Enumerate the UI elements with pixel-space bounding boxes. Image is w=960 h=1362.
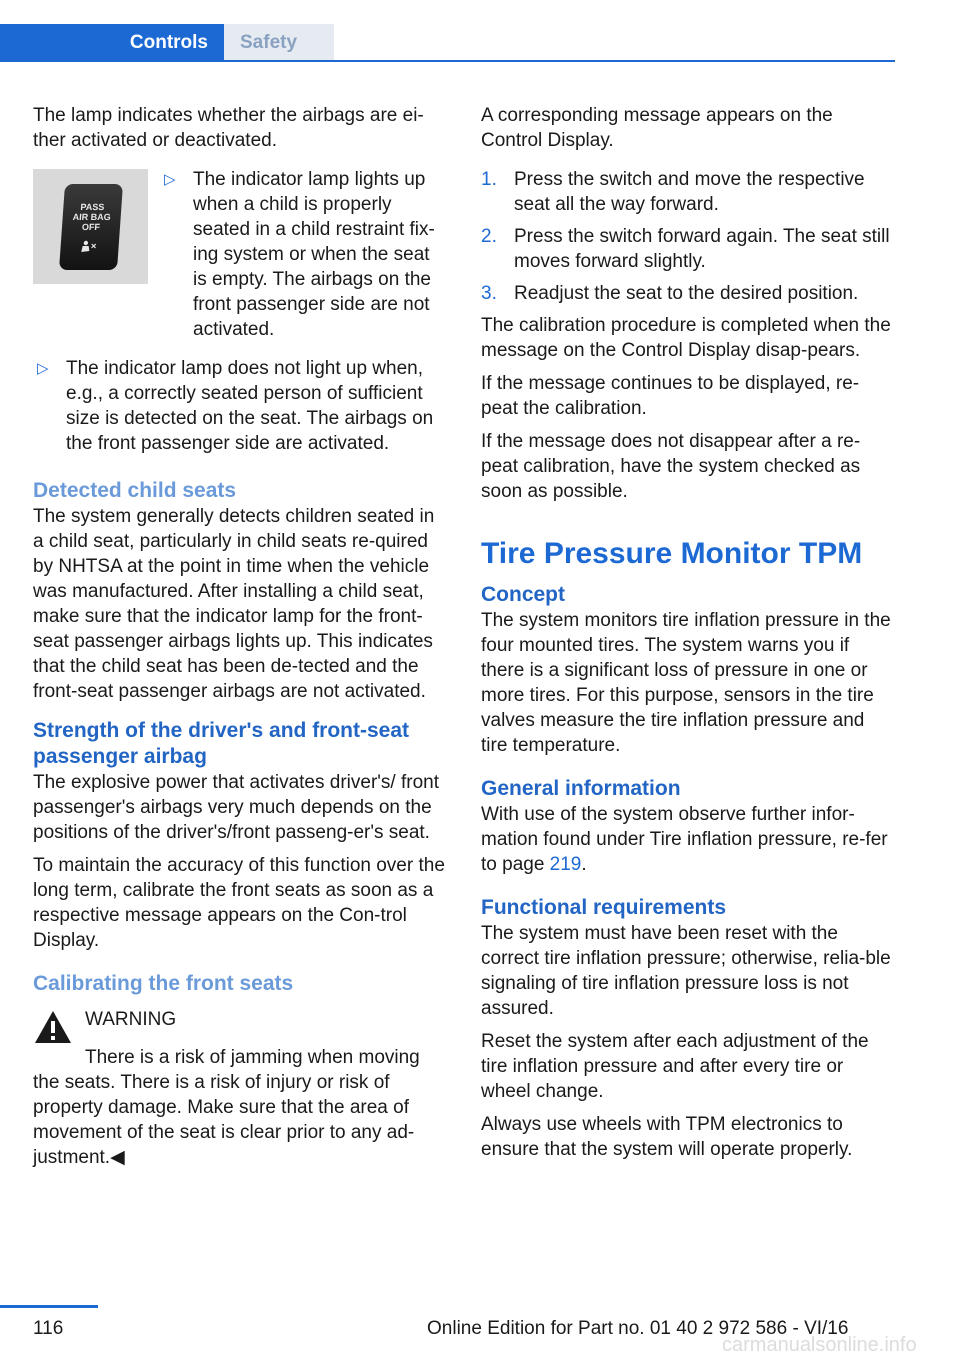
right-column bbox=[481, 103, 891, 1170]
warning-title: WARNING bbox=[85, 1009, 177, 1030]
warning-triangle-icon bbox=[33, 1009, 73, 1045]
paragraph-concept: The system monitors tire inflation pressure in the four mounted tires. The system warns you if there is a significant loss of pressure in one or more tires. For this purpose, sensors in the tire valves measure the tire inflation pressure and tire temperature. bbox=[481, 610, 891, 756]
airbag-off-button-icon bbox=[58, 184, 122, 270]
lamp-block bbox=[33, 167, 445, 342]
step-text: Press the switch forward again. The seat still moves forward slightly. bbox=[514, 226, 890, 272]
lamp-text-airbag: AIR BAG bbox=[71, 211, 111, 222]
paragraph-message: A corresponding message appears on the Control Display. bbox=[481, 105, 833, 151]
step-number: 3. bbox=[481, 283, 497, 304]
edition-text: Online Edition for Part no. 01 40 2 972 586 - VI/16 bbox=[427, 1318, 849, 1339]
list-item bbox=[481, 281, 891, 306]
step-number: 1. bbox=[481, 169, 497, 190]
lamp-text-off: OFF bbox=[81, 221, 100, 232]
passenger-airbag-off-lamp-image bbox=[33, 169, 148, 284]
left-column bbox=[33, 103, 445, 1178]
header-divider bbox=[0, 60, 895, 62]
heading-calibrating: Calibrating the front seats bbox=[33, 972, 294, 995]
paragraph-complete: The calibration procedure is completed when the message on the Control Display disap-pears. bbox=[481, 315, 891, 361]
paragraph-functional-2: Reset the system after each adjustment of the tire inflation pressure and after every tire or wheel change. bbox=[481, 1031, 869, 1102]
step-text: Readjust the seat to the desired position. bbox=[514, 283, 859, 304]
list-item bbox=[481, 167, 891, 217]
heading-tpm: Tire Pressure Monitor TPM bbox=[481, 537, 863, 570]
heading-general-information: General information bbox=[481, 777, 681, 800]
page-219-link[interactable]: 219 bbox=[549, 854, 582, 875]
paragraph-functional-3: Always use wheels with TPM electronics to ensure that the system will operate properly. bbox=[481, 1114, 853, 1160]
tab-safety[interactable]: Safety bbox=[224, 24, 334, 61]
bullet-lamp-off bbox=[33, 356, 445, 456]
warning-block bbox=[33, 1007, 445, 1045]
heading-concept: Concept bbox=[481, 583, 565, 606]
step-number: 2. bbox=[481, 226, 497, 247]
tab-controls[interactable]: Controls bbox=[0, 24, 224, 61]
general-text-end: . bbox=[581, 854, 587, 875]
seat-occupant-icon bbox=[77, 240, 102, 254]
warning-text: There is a risk of jamming when moving the seats. There is a risk of injury or risk of property damage. Make sure that the area of movement of the seat is clear prior to any ad-justment.◀ bbox=[33, 1047, 420, 1168]
step-text: Press the switch and move the respective seat all the way forward. bbox=[514, 169, 865, 215]
bullet-lamp-lights bbox=[160, 167, 445, 342]
paragraph-strength-2: To maintain the accuracy of this function over the long term, calibrate the front seats as soon as a respective message appears on the Con-trol Display. bbox=[33, 855, 445, 951]
paragraph-functional-1: The system must have been reset with the correct tire inflation pressure; otherwise, relia-ble signaling of tire inflation pressure loss is not assured. bbox=[481, 923, 891, 1019]
bullet-text: The indicator lamp lights up when a child is properly seated in a child restraint fix-ing system or when the seat is empty. The airbags on the front passenger side are not activated. bbox=[193, 169, 435, 340]
heading-detected-child-seats: Detected child seats bbox=[33, 479, 237, 502]
bullet-text: The indicator lamp does not light up when, e.g., a correctly seated person of sufficient size is detected on the seat. The airbags on the front passenger side are activated. bbox=[66, 358, 434, 454]
top-navigation bbox=[0, 0, 895, 62]
page-number: 116 bbox=[33, 1318, 64, 1339]
paragraph-repeat: If the message continues to be displayed, re-peat the calibration. bbox=[481, 373, 860, 419]
heading-airbag-strength: Strength of the driver's and front-seat passenger airbag bbox=[33, 719, 410, 768]
lamp-text-pass: PASS bbox=[79, 201, 105, 212]
paragraph-general bbox=[481, 802, 891, 877]
list-item bbox=[481, 224, 891, 274]
paragraph-detected: The system generally detects children seated in a child seat, particularly in child seats re-quired by NHTSA at the point in time when the vehicle was manufactured. After installing a child seat, make sure that the indicator lamp for the front-seat passenger airbags lights up. This indicates that the child seat has been de-tected and the front-seat passenger airbags are not activated. bbox=[33, 506, 435, 702]
triangle-bullet-icon: ▷ bbox=[37, 360, 49, 377]
triangle-bullet-icon: ▷ bbox=[164, 171, 176, 188]
footer-divider bbox=[0, 1305, 98, 1308]
paragraph-strength-1: The explosive power that activates driver's/ front passenger's airbags very much depends on the positions of the driver's/front passeng-er's seat. bbox=[33, 772, 439, 843]
watermark: carmanualsonline.info bbox=[722, 1334, 917, 1356]
steps-list bbox=[481, 167, 891, 306]
heading-functional-requirements: Functional requirements bbox=[481, 896, 727, 919]
intro-paragraph: The lamp indicates whether the airbags are ei-ther activated or deactivated. bbox=[33, 105, 424, 151]
paragraph-check: If the message does not disappear after a re-peat calibration, have the system checked as soon as possible. bbox=[481, 431, 861, 502]
general-text: With use of the system observe further infor-mation found under Tire inflation pressure, re-fer to page bbox=[481, 804, 888, 875]
